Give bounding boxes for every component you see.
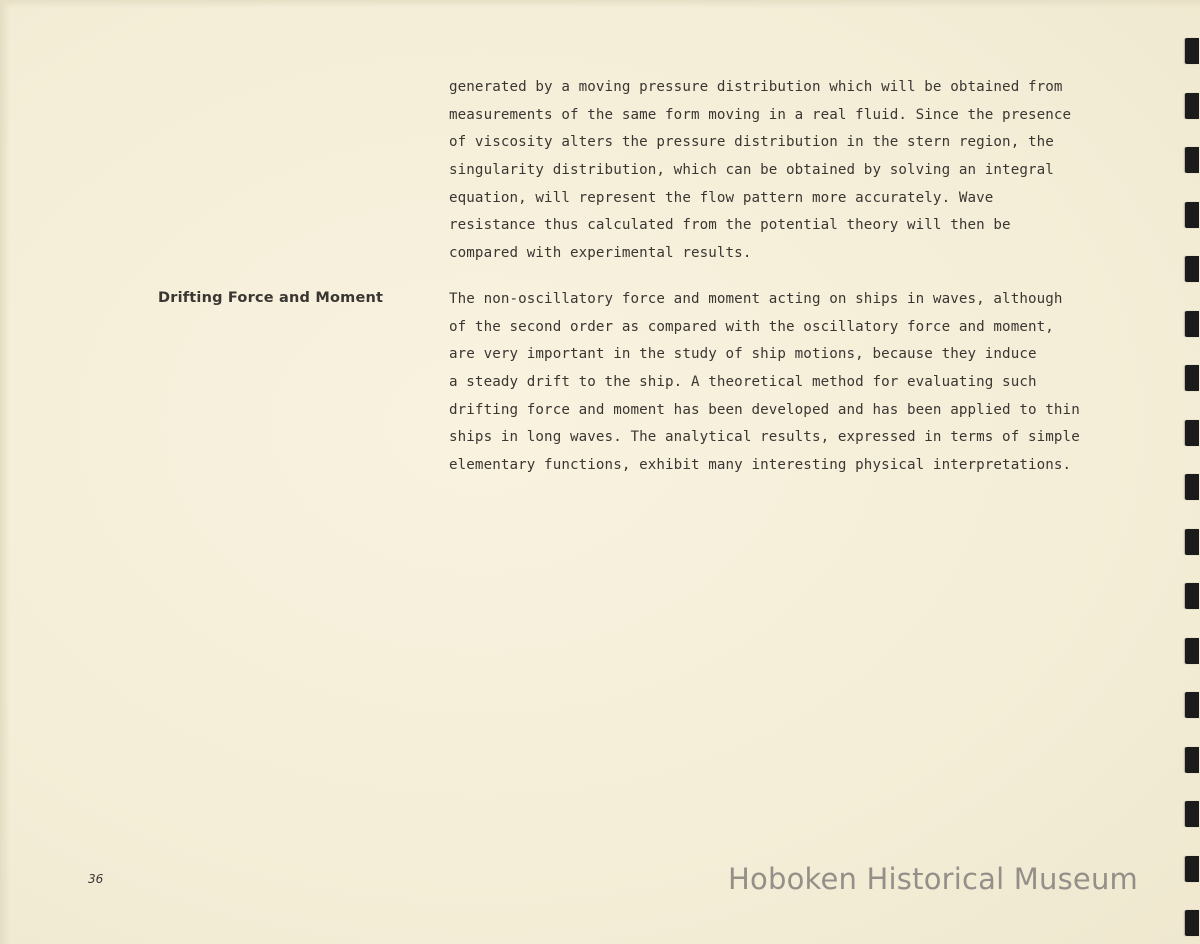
binding-hole <box>1185 638 1199 664</box>
binding-hole <box>1185 747 1199 773</box>
text-line: elementary functions, exhibit many interesting physical interpretations. <box>449 457 1072 474</box>
text-line: of the second order as compared with the oscillatory force and moment, <box>449 318 1054 335</box>
museum-watermark: Hoboken Historical Museum <box>728 862 1138 896</box>
binding-hole <box>1185 365 1199 391</box>
text-line: The non-oscillatory force and moment acting on ships in waves, although <box>449 291 1063 307</box>
text-line: compared with experimental results. <box>449 245 752 262</box>
binding-hole <box>1185 529 1199 555</box>
binding-hole <box>1185 311 1199 337</box>
text-line: generated by a moving pressure distribution which will be obtained from <box>449 79 1063 95</box>
binding-hole <box>1185 856 1199 882</box>
body-paragraph-2 <box>449 286 1139 480</box>
text-line: ships in long waves. The analytical results, expressed in terms of simple <box>449 429 1080 446</box>
binding-hole <box>1185 147 1199 173</box>
binding-hole <box>1185 583 1199 609</box>
section-heading: Drifting Force and Moment <box>158 290 384 306</box>
binding-hole <box>1185 93 1199 119</box>
binding-hole <box>1185 910 1199 936</box>
text-line: drifting force and moment has been developed and has been applied to thin <box>449 401 1080 418</box>
text-line: of viscosity alters the pressure distribution in the stern region, the <box>449 134 1054 151</box>
binding-hole <box>1185 256 1199 282</box>
binding-hole <box>1185 38 1199 64</box>
spiral-binding <box>1178 0 1200 944</box>
body-paragraph-1 <box>449 74 1139 268</box>
binding-hole <box>1185 692 1199 718</box>
text-line: are very important in the study of ship motions, because they induce <box>449 346 1037 363</box>
page-edge-shadow <box>0 0 10 944</box>
binding-hole <box>1185 474 1199 500</box>
page-top-shadow <box>0 0 1200 8</box>
text-line: measurements of the same form moving in a real fluid. Since the presence <box>449 106 1072 123</box>
page-number: 36 <box>88 872 104 886</box>
text-line: equation, will represent the flow pattern more accurately. Wave <box>449 189 994 206</box>
binding-hole <box>1185 202 1199 228</box>
text-line: resistance thus calculated from the potential theory will then be <box>449 217 1011 234</box>
binding-hole <box>1185 801 1199 827</box>
text-line: a steady drift to the ship. A theoretical method for evaluating such <box>449 374 1037 391</box>
binding-hole <box>1185 420 1199 446</box>
text-line: singularity distribution, which can be obtained by solving an integral <box>449 162 1054 179</box>
